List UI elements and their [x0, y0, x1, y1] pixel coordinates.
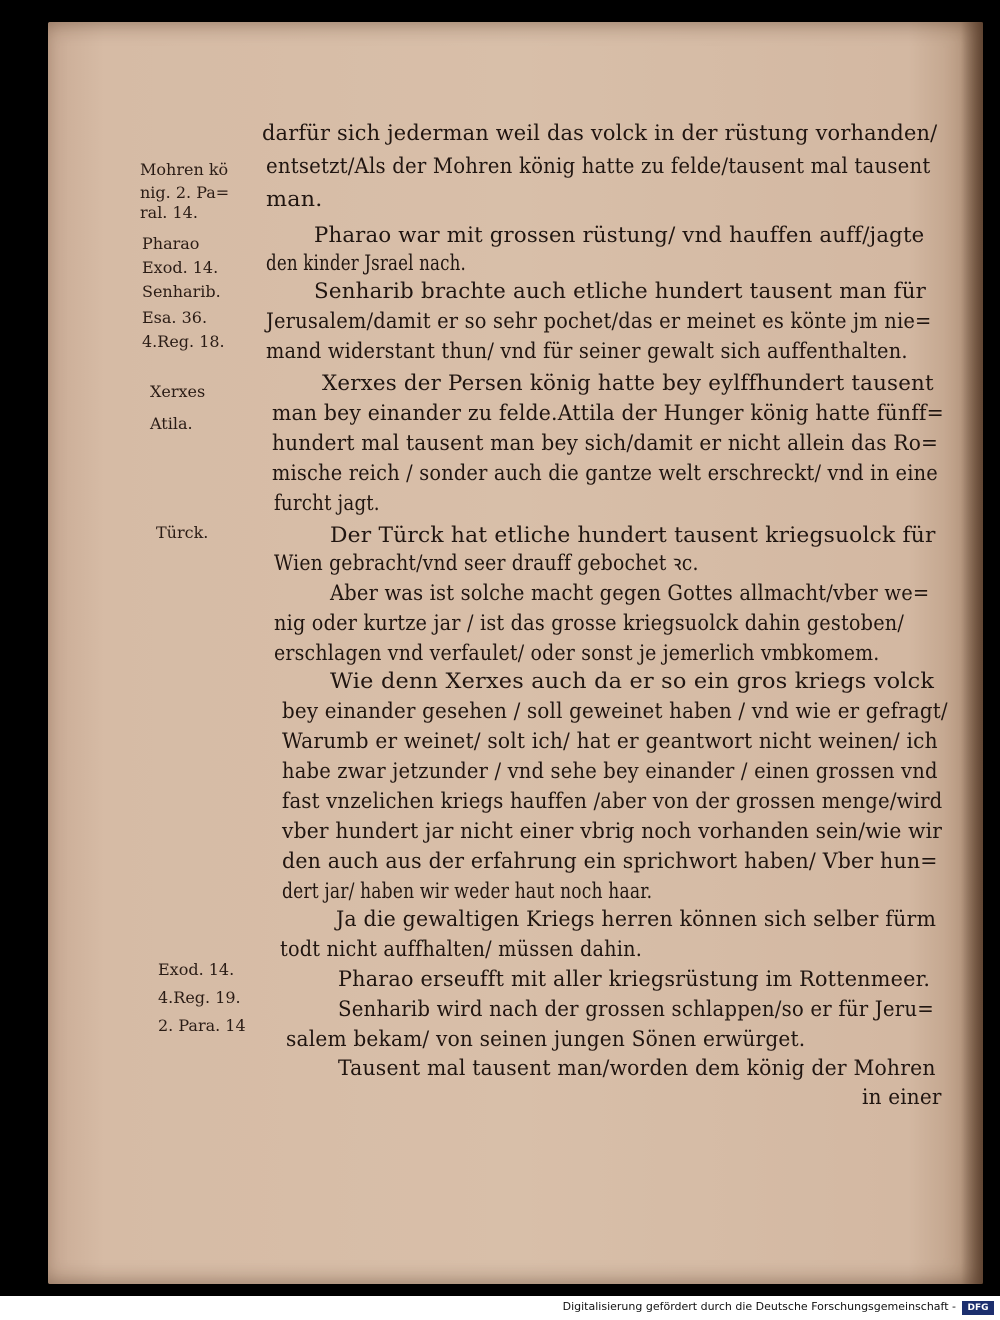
- text-line: Aber was ist solche macht gegen Gottes allmacht/vber we=: [330, 581, 930, 605]
- margin-note: 4.Reg. 18.: [142, 332, 225, 351]
- text-line: Senharib wird nach der grossen schlappen/so er für Jeru=: [338, 997, 934, 1021]
- margin-note: Senharib.: [142, 282, 221, 301]
- text-line: furcht jagt.: [274, 491, 380, 515]
- margin-note: Xerxes: [150, 382, 206, 401]
- text-line: vber hundert jar nicht einer vbrig noch vorhanden sein/wie wir: [282, 819, 943, 843]
- margin-note: Pharao: [142, 234, 200, 253]
- text-line: den auch aus der erfahrung ein sprichwort haben/ Vber hun=: [282, 849, 938, 873]
- text-line: Wien gebracht/vnd seer drauff gebochet ꝛc.: [274, 551, 699, 575]
- text-line: man.: [266, 187, 323, 211]
- text-line: Pharao erseufft mit aller kriegsrüstung im Rottenmeer.: [338, 967, 931, 991]
- text-line: entsetzt/Als der Mohren könig hatte zu felde/tausent mal tausent: [266, 154, 931, 178]
- text-line: mand widerstant thun/ vnd für seiner gewalt sich auffenthalten.: [266, 339, 908, 363]
- text-line: dert jar/ haben wir weder haut noch haar.: [282, 879, 653, 903]
- text-line: salem bekam/ von seinen jungen Sönen erwürget.: [286, 1027, 806, 1051]
- text-line: Warumb er weinet/ solt ich/ hat er geantwort nicht weinen/ ich: [282, 729, 938, 753]
- margin-note: 2. Para. 14: [158, 1016, 246, 1035]
- text-line: den kinder Jsrael nach.: [266, 251, 466, 275]
- text-line: darfür sich jederman weil das volck in der rüstung vorhanden/: [262, 121, 938, 145]
- text-line: Ja die gewaltigen Kriegs herren können sich selber fürm: [336, 907, 937, 931]
- margin-note: Türck.: [156, 523, 209, 542]
- footer-bar: [0, 1296, 1000, 1320]
- margin-note: 4.Reg. 19.: [158, 988, 241, 1007]
- margin-note: nig. 2. Pa=: [140, 183, 230, 202]
- margin-note: Exod. 14.: [142, 258, 219, 277]
- text-line: Tausent mal tausent man/worden dem könig der Mohren: [338, 1056, 936, 1080]
- text-line: Wie denn Xerxes auch da er so ein gros kriegs volck: [330, 669, 935, 693]
- text-line: Senharib brachte auch etliche hundert tausent man für: [314, 279, 927, 303]
- text-line: Der Türck hat etliche hundert tausent kriegsuolck für: [330, 523, 936, 547]
- text-line: Xerxes der Persen könig hatte bey eylffhundert tausent: [322, 371, 934, 395]
- margin-note: ral. 14.: [140, 203, 198, 222]
- text-line: mische reich / sonder auch die gantze welt erschreckt/ vnd in eine: [272, 461, 938, 485]
- dfg-logo: DFG: [962, 1301, 994, 1315]
- text-line: habe zwar jetzunder / vnd sehe bey einander / einen grossen vnd: [282, 759, 938, 783]
- text-line: Jerusalem/damit er so sehr pochet/das er meinet es könte jm nie=: [266, 309, 932, 333]
- margin-note: Atila.: [150, 414, 193, 433]
- text-line: nig oder kurtze jar / ist das grosse kriegsuolck dahin gestoben/: [274, 611, 905, 635]
- text-line: in einer: [862, 1085, 942, 1109]
- margin-note: Esa. 36.: [142, 308, 208, 327]
- margin-note: Mohren kö: [140, 160, 229, 179]
- margin-note: Exod. 14.: [158, 960, 235, 979]
- text-line: erschlagen vnd verfaulet/ oder sonst je jemerlich vmbkomem.: [274, 641, 880, 665]
- footer-credit: Digitalisierung gefördert durch die Deutsche Forschungsgemeinschaft -: [562, 1300, 956, 1313]
- text-line: fast vnzelichen kriegs hauffen /aber von der grossen menge/wird: [282, 789, 943, 813]
- text-line: Pharao war mit grossen rüstung/ vnd hauffen auff/jagte: [314, 223, 925, 247]
- page-spine-shadow: [961, 22, 983, 1284]
- text-line: hundert mal tausent man bey sich/damit er nicht allein das Ro=: [272, 431, 939, 455]
- text-line: man bey einander zu felde.Attila der Hunger könig hatte fünff=: [272, 401, 944, 425]
- text-line: bey einander gesehen / soll geweinet haben / vnd wie er gefragt/: [282, 699, 948, 723]
- text-line: todt nicht auffhalten/ müssen dahin.: [280, 937, 643, 961]
